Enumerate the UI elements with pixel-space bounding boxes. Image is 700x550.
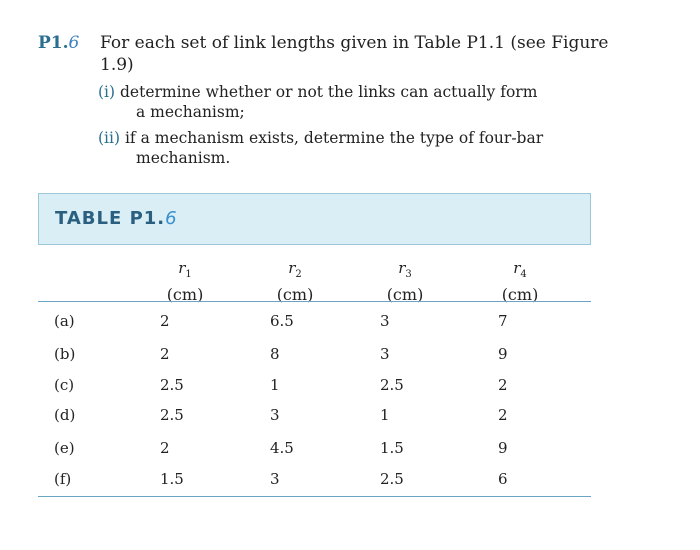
problem-number-handwritten: 6 <box>68 33 80 53</box>
problem-statement <box>38 32 638 167</box>
problem-text: For each set of link lengths given in Table P1.1 (see Figure 1.9) <box>100 33 609 75</box>
sub-item-ii <box>98 128 618 168</box>
sub-item-line2: a mechanism; <box>136 103 245 121</box>
cell-r3: 1 <box>380 406 390 424</box>
table-bottom-rule <box>38 496 591 497</box>
cell-r4: 6 <box>498 470 508 488</box>
row-label: (d) <box>54 406 76 424</box>
header-sub: 3 <box>405 269 412 280</box>
cell-r1: 2.5 <box>160 376 184 394</box>
header-sub: 2 <box>295 269 302 280</box>
header-unit: (cm) <box>501 285 539 304</box>
table-row <box>38 400 591 430</box>
header-sub: 1 <box>185 269 192 280</box>
table-row <box>38 306 591 336</box>
cell-r3: 3 <box>380 345 390 363</box>
header-sub: 4 <box>520 269 527 280</box>
table-row <box>38 464 591 494</box>
table-row <box>38 370 591 400</box>
table-title-text: TABLE P1. <box>55 208 166 229</box>
cell-r2: 6.5 <box>270 312 294 330</box>
cell-r1: 2.5 <box>160 406 184 424</box>
cell-r2: 1 <box>270 376 280 394</box>
cell-r1: 2 <box>160 439 170 457</box>
sub-item-label: (ii) <box>98 129 121 147</box>
row-label: (a) <box>54 312 75 330</box>
cell-r3: 3 <box>380 312 390 330</box>
table-header-rule <box>38 301 591 302</box>
problem-heading <box>38 32 638 75</box>
column-header-r4 <box>480 258 560 305</box>
cell-r1: 2 <box>160 312 170 330</box>
problem-number-text: P1. <box>38 33 69 53</box>
cell-r4: 9 <box>498 345 508 363</box>
table-title-handwritten: 6 <box>165 208 178 229</box>
column-header-r3 <box>365 258 445 305</box>
cell-r2: 3 <box>270 470 280 488</box>
header-unit: (cm) <box>166 285 204 304</box>
sub-item-label: (i) <box>98 83 116 101</box>
table-row <box>38 433 591 463</box>
sub-item-i <box>98 82 618 122</box>
header-var: r <box>178 259 186 277</box>
table-row <box>38 339 591 369</box>
table-title-banner <box>38 193 591 245</box>
cell-r3: 2.5 <box>380 470 404 488</box>
header-var: r <box>398 259 406 277</box>
cell-r3: 2.5 <box>380 376 404 394</box>
cell-r4: 9 <box>498 439 508 457</box>
column-header-r2 <box>255 258 335 305</box>
problem-number <box>38 33 79 53</box>
cell-r4: 2 <box>498 376 508 394</box>
row-label: (c) <box>54 376 75 394</box>
row-label: (f) <box>54 470 72 488</box>
row-label: (e) <box>54 439 75 457</box>
column-header-r1 <box>145 258 225 305</box>
sub-item-line2: mechanism. <box>136 149 231 167</box>
cell-r2: 3 <box>270 406 280 424</box>
header-unit: (cm) <box>276 285 314 304</box>
cell-r4: 7 <box>498 312 508 330</box>
table-title <box>55 208 178 229</box>
cell-r1: 2 <box>160 345 170 363</box>
cell-r2: 4.5 <box>270 439 294 457</box>
cell-r1: 1.5 <box>160 470 184 488</box>
cell-r4: 2 <box>498 406 508 424</box>
sub-item-line1: determine whether or not the links can actually form <box>120 83 538 101</box>
cell-r2: 8 <box>270 345 280 363</box>
row-label: (b) <box>54 345 76 363</box>
header-unit: (cm) <box>386 285 424 304</box>
cell-r3: 1.5 <box>380 439 404 457</box>
sub-item-line1: if a mechanism exists, determine the type of four-bar <box>124 129 544 147</box>
header-var: r <box>288 259 296 277</box>
header-var: r <box>513 259 521 277</box>
